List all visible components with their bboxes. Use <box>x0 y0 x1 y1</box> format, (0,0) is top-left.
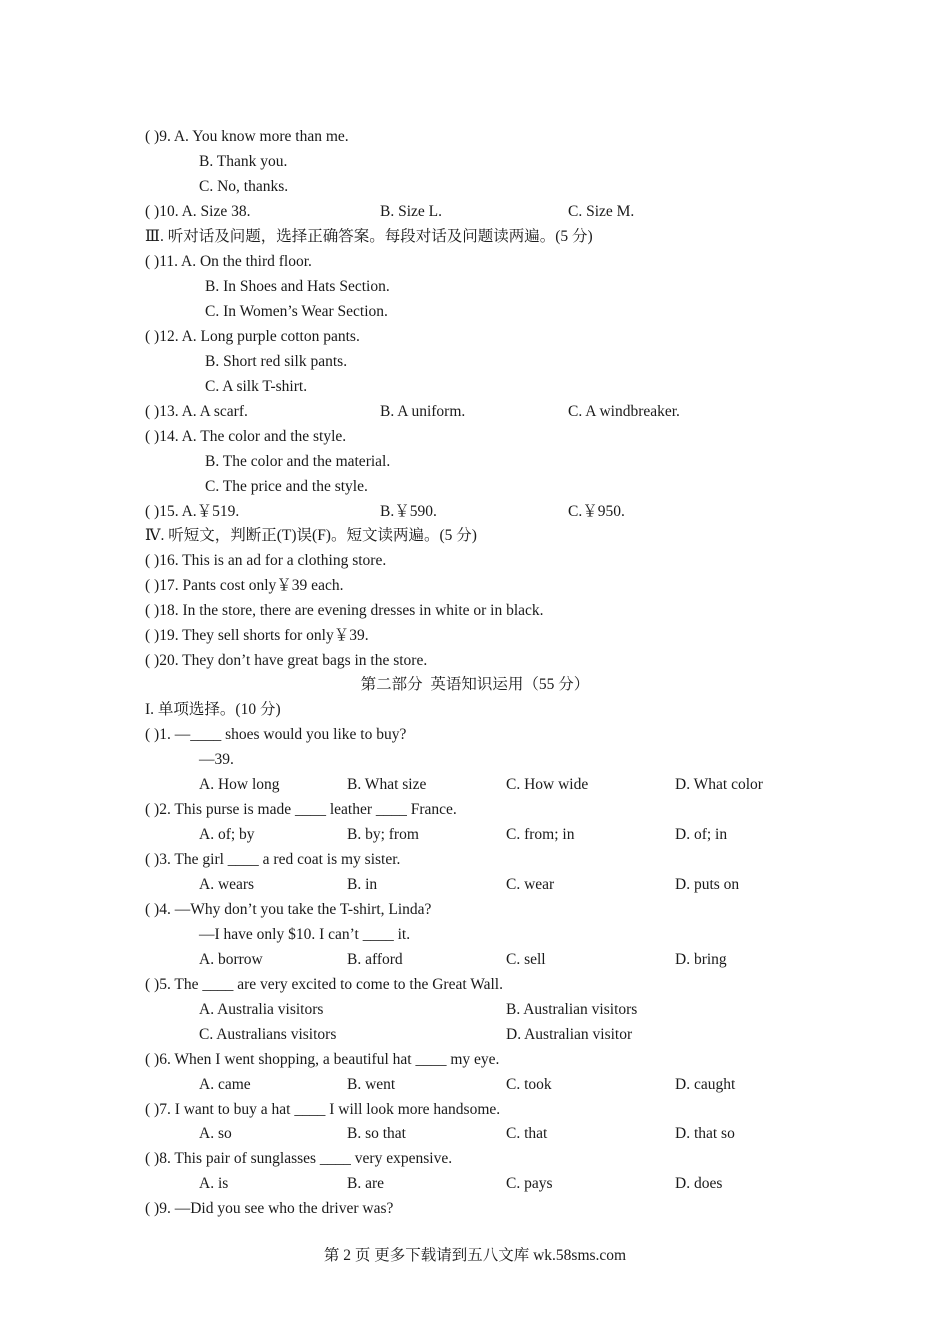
mc-q9-stem: ( )9. —Did you see who the driver was? <box>145 1200 394 1217</box>
tf-item: ( )18. In the store, there are evening dresses in white or in black. <box>145 602 544 619</box>
q11-option-a: ( )11. A. On the third floor. <box>145 253 312 270</box>
q9-option-b: B. Thank you. <box>199 153 288 170</box>
mc-q1-option-a: A. How long <box>199 776 280 793</box>
mc-q6-stem: ( )6. When I went shopping, a beautiful hat ____ my eye. <box>145 1051 500 1068</box>
mc-q3-option-b: B. in <box>347 876 378 893</box>
mc-q1-option-b: B. What size <box>347 776 427 793</box>
mc-q4-answer-line: —I have only $10. I can’t ____ it. <box>199 926 411 943</box>
mc-q2-option-b: B. by; from <box>347 826 419 843</box>
q13-option-c: C. A windbreaker. <box>568 403 680 420</box>
q11-option-c: C. In Women’s Wear Section. <box>205 303 388 320</box>
q12-option-a: ( )12. A. Long purple cotton pants. <box>145 328 360 345</box>
q12-option-b: B. Short red silk pants. <box>205 353 348 370</box>
mc-q1-option-c: C. How wide <box>506 776 589 793</box>
q9-option-c: C. No, thanks. <box>199 178 289 195</box>
mc-q4-option-b: B. afford <box>347 951 403 968</box>
mc-q7-option-c: C. that <box>506 1125 548 1142</box>
tf-item: ( )19. They sell shorts for only￥39. <box>145 627 369 644</box>
mc-q3-option-c: C. wear <box>506 876 555 893</box>
section4-header: Ⅳ. 听短文，判断正(T)误(F)。短文读两遍。(5 分) <box>145 527 477 544</box>
tf-item: ( )17. Pants cost only￥39 each. <box>145 577 344 594</box>
mc-q7-option-b: B. so that <box>347 1125 406 1142</box>
mc-q3-option-d: D. puts on <box>675 876 740 893</box>
q10-option-a: ( )10. A. Size 38. <box>145 203 251 220</box>
q13-option-a: ( )13. A. A scarf. <box>145 403 248 420</box>
mc-q5-option-c: C. Australians visitors <box>199 1026 337 1043</box>
mc-q2-option-d: D. of; in <box>675 826 728 843</box>
mc-q4-option-a: A. borrow <box>199 951 263 968</box>
mc-q5-stem: ( )5. The ____ are very excited to come to the Great Wall. <box>145 976 503 993</box>
q14-option-a: ( )14. A. The color and the style. <box>145 428 347 445</box>
mc-q2-stem: ( )2. This purse is made ____ leather ____ France. <box>145 801 457 818</box>
mc-q4-option-d: D. bring <box>675 951 727 968</box>
mc-q8-option-a: A. is <box>199 1175 229 1192</box>
mc-q4-option-c: C. sell <box>506 951 546 968</box>
mc-q5-option-a: A. Australia visitors <box>199 1001 324 1018</box>
mc-q7-stem: ( )7. I want to buy a hat ____ I will look more handsome. <box>145 1101 501 1118</box>
mc-q1-answer-line: —39. <box>199 751 234 768</box>
mc-q1-stem: ( )1. —____ shoes would you like to buy? <box>145 726 407 743</box>
part2-section1-header: I. 单项选择。(10 分) <box>145 701 281 718</box>
mc-q6-option-d: D. caught <box>675 1076 736 1093</box>
mc-q7-option-a: A. so <box>199 1125 232 1142</box>
tf-item: ( )16. This is an ad for a clothing store. <box>145 552 387 569</box>
q14-option-b: B. The color and the material. <box>205 453 391 470</box>
q10-option-c: C. Size M. <box>568 203 635 220</box>
mc-q3-option-a: A. wears <box>199 876 255 893</box>
q11-option-b: B. In Shoes and Hats Section. <box>205 278 390 295</box>
mc-q5-option-d: D. Australian visitor <box>506 1026 633 1043</box>
tf-item: ( )20. They don’t have great bags in the store. <box>145 652 428 669</box>
mc-q6-option-c: C. took <box>506 1076 552 1093</box>
mc-q4-stem: ( )4. —Why don’t you take the T-shirt, Linda? <box>145 901 432 918</box>
mc-q2-option-c: C. from; in <box>506 826 575 843</box>
mc-q6-option-b: B. went <box>347 1076 396 1093</box>
mc-q7-option-d: D. that so <box>675 1125 735 1142</box>
mc-q8-option-c: C. pays <box>506 1175 553 1192</box>
mc-q8-stem: ( )8. This pair of sunglasses ____ very expensive. <box>145 1150 453 1167</box>
q15-option-b: B.￥590. <box>380 503 437 520</box>
part2-title: 第二部分 英语知识运用（55 分） <box>360 676 590 693</box>
q13-option-b: B. A uniform. <box>380 403 466 420</box>
q9-option-a: ( )9. A. You know more than me. <box>145 128 349 145</box>
q15-option-a: ( )15. A.￥519. <box>145 503 240 520</box>
section3-header: Ⅲ. 听对话及问题，选择正确答案。每段对话及问题读两遍。(5 分) <box>145 228 593 245</box>
mc-q6-option-a: A. came <box>199 1076 251 1093</box>
mc-q5-option-b: B. Australian visitors <box>506 1001 638 1018</box>
page-footer: 第 2 页 更多下载请到五八文库 wk.58sms.com <box>323 1247 627 1264</box>
q10-option-b: B. Size L. <box>380 203 442 220</box>
q14-option-c: C. The price and the style. <box>205 478 368 495</box>
mc-q3-stem: ( )3. The girl ____ a red coat is my sister. <box>145 851 401 868</box>
mc-q2-option-a: A. of; by <box>199 826 255 843</box>
mc-q1-option-d: D. What color <box>675 776 763 793</box>
q12-option-c: C. A silk T-shirt. <box>205 378 308 395</box>
q15-option-c: C.￥950. <box>568 503 625 520</box>
mc-q8-option-b: B. are <box>347 1175 385 1192</box>
mc-q8-option-d: D. does <box>675 1175 723 1192</box>
